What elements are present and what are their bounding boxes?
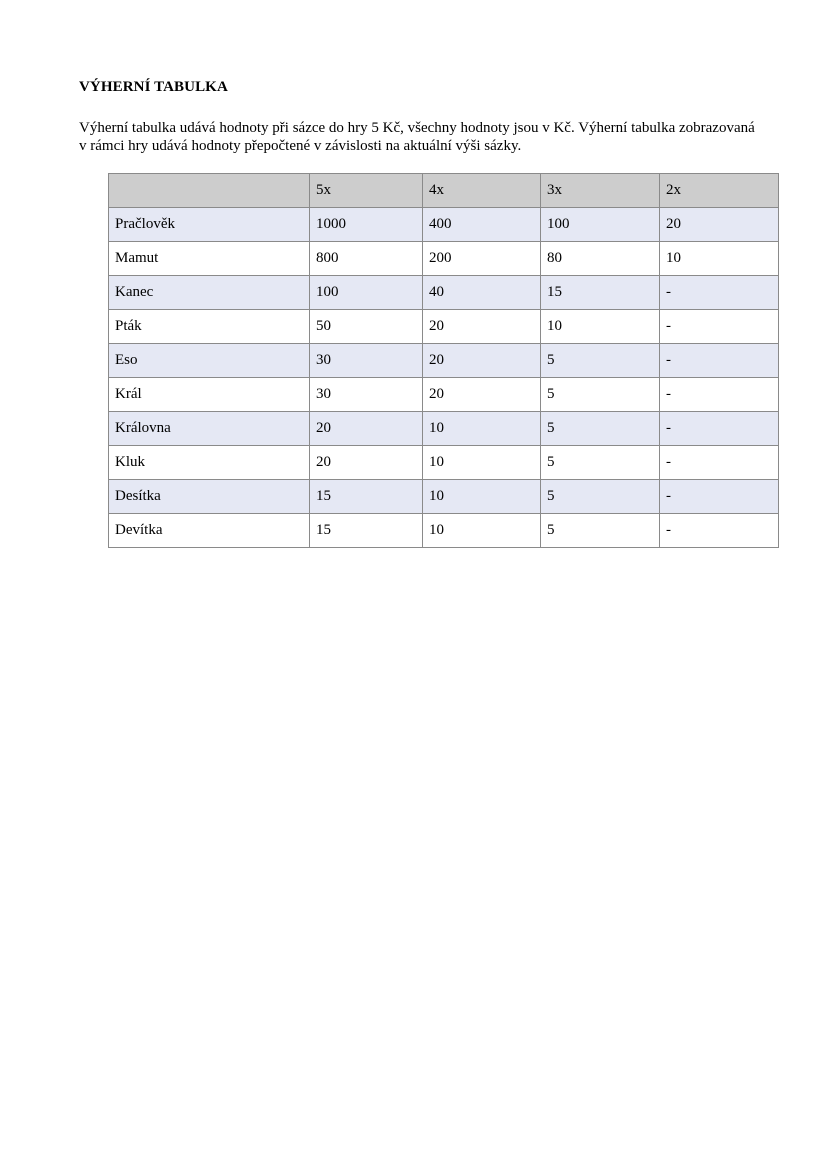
table-row bbox=[109, 514, 779, 548]
payout-5x: 15 bbox=[310, 514, 423, 548]
symbol-name: Pračlověk bbox=[109, 208, 310, 242]
payout-5x: 30 bbox=[310, 344, 423, 378]
payout-2x: - bbox=[660, 310, 779, 344]
header-3x: 3x bbox=[541, 174, 660, 208]
payout-3x: 5 bbox=[541, 446, 660, 480]
payout-4x: 200 bbox=[423, 242, 541, 276]
table-row bbox=[109, 378, 779, 412]
table-row bbox=[109, 446, 779, 480]
symbol-name: Kluk bbox=[109, 446, 310, 480]
payout-2x: - bbox=[660, 378, 779, 412]
symbol-name: Mamut bbox=[109, 242, 310, 276]
payout-5x: 20 bbox=[310, 446, 423, 480]
payout-3x: 5 bbox=[541, 378, 660, 412]
symbol-name: Eso bbox=[109, 344, 310, 378]
payout-5x: 800 bbox=[310, 242, 423, 276]
table-row bbox=[109, 310, 779, 344]
payout-3x: 15 bbox=[541, 276, 660, 310]
payout-5x: 15 bbox=[310, 480, 423, 514]
payout-5x: 50 bbox=[310, 310, 423, 344]
symbol-name: Královna bbox=[109, 412, 310, 446]
payout-4x: 10 bbox=[423, 480, 541, 514]
payout-4x: 40 bbox=[423, 276, 541, 310]
payout-2x: - bbox=[660, 514, 779, 548]
page-title: VÝHERNÍ TABULKA bbox=[79, 79, 228, 95]
payout-4x: 10 bbox=[423, 514, 541, 548]
payout-4x: 20 bbox=[423, 378, 541, 412]
payout-4x: 10 bbox=[423, 446, 541, 480]
payout-3x: 5 bbox=[541, 412, 660, 446]
payout-5x: 20 bbox=[310, 412, 423, 446]
header-symbol bbox=[109, 174, 310, 208]
payout-2x: 10 bbox=[660, 242, 779, 276]
table-row bbox=[109, 208, 779, 242]
payout-2x: - bbox=[660, 276, 779, 310]
payout-4x: 20 bbox=[423, 310, 541, 344]
symbol-name: Král bbox=[109, 378, 310, 412]
header-4x: 4x bbox=[423, 174, 541, 208]
payout-2x: 20 bbox=[660, 208, 779, 242]
table-row bbox=[109, 480, 779, 514]
symbol-name: Kanec bbox=[109, 276, 310, 310]
table-row bbox=[109, 242, 779, 276]
payout-4x: 20 bbox=[423, 344, 541, 378]
payout-5x: 30 bbox=[310, 378, 423, 412]
header-5x: 5x bbox=[310, 174, 423, 208]
payout-4x: 400 bbox=[423, 208, 541, 242]
table-row bbox=[109, 276, 779, 310]
payout-5x: 1000 bbox=[310, 208, 423, 242]
payout-2x: - bbox=[660, 412, 779, 446]
payout-3x: 5 bbox=[541, 344, 660, 378]
table-row bbox=[109, 344, 779, 378]
payout-2x: - bbox=[660, 344, 779, 378]
payout-3x: 5 bbox=[541, 514, 660, 548]
payout-3x: 100 bbox=[541, 208, 660, 242]
symbol-name: Pták bbox=[109, 310, 310, 344]
symbol-name: Desítka bbox=[109, 480, 310, 514]
symbol-name: Devítka bbox=[109, 514, 310, 548]
paytable-header-row bbox=[109, 174, 779, 208]
payout-3x: 5 bbox=[541, 480, 660, 514]
header-2x: 2x bbox=[660, 174, 779, 208]
payout-3x: 80 bbox=[541, 242, 660, 276]
payout-2x: - bbox=[660, 480, 779, 514]
paytable bbox=[108, 173, 779, 548]
table-row bbox=[109, 412, 779, 446]
payout-2x: - bbox=[660, 446, 779, 480]
payout-3x: 10 bbox=[541, 310, 660, 344]
payout-4x: 10 bbox=[423, 412, 541, 446]
payout-5x: 100 bbox=[310, 276, 423, 310]
intro-paragraph: Výherní tabulka udává hodnoty při sázce do hry 5 Kč, všechny hodnoty jsou v Kč. Výherní tabulka zobrazovaná v rámci hry udává hodnoty přepočtené v závislosti na aktuální výši sázky. bbox=[79, 120, 755, 154]
